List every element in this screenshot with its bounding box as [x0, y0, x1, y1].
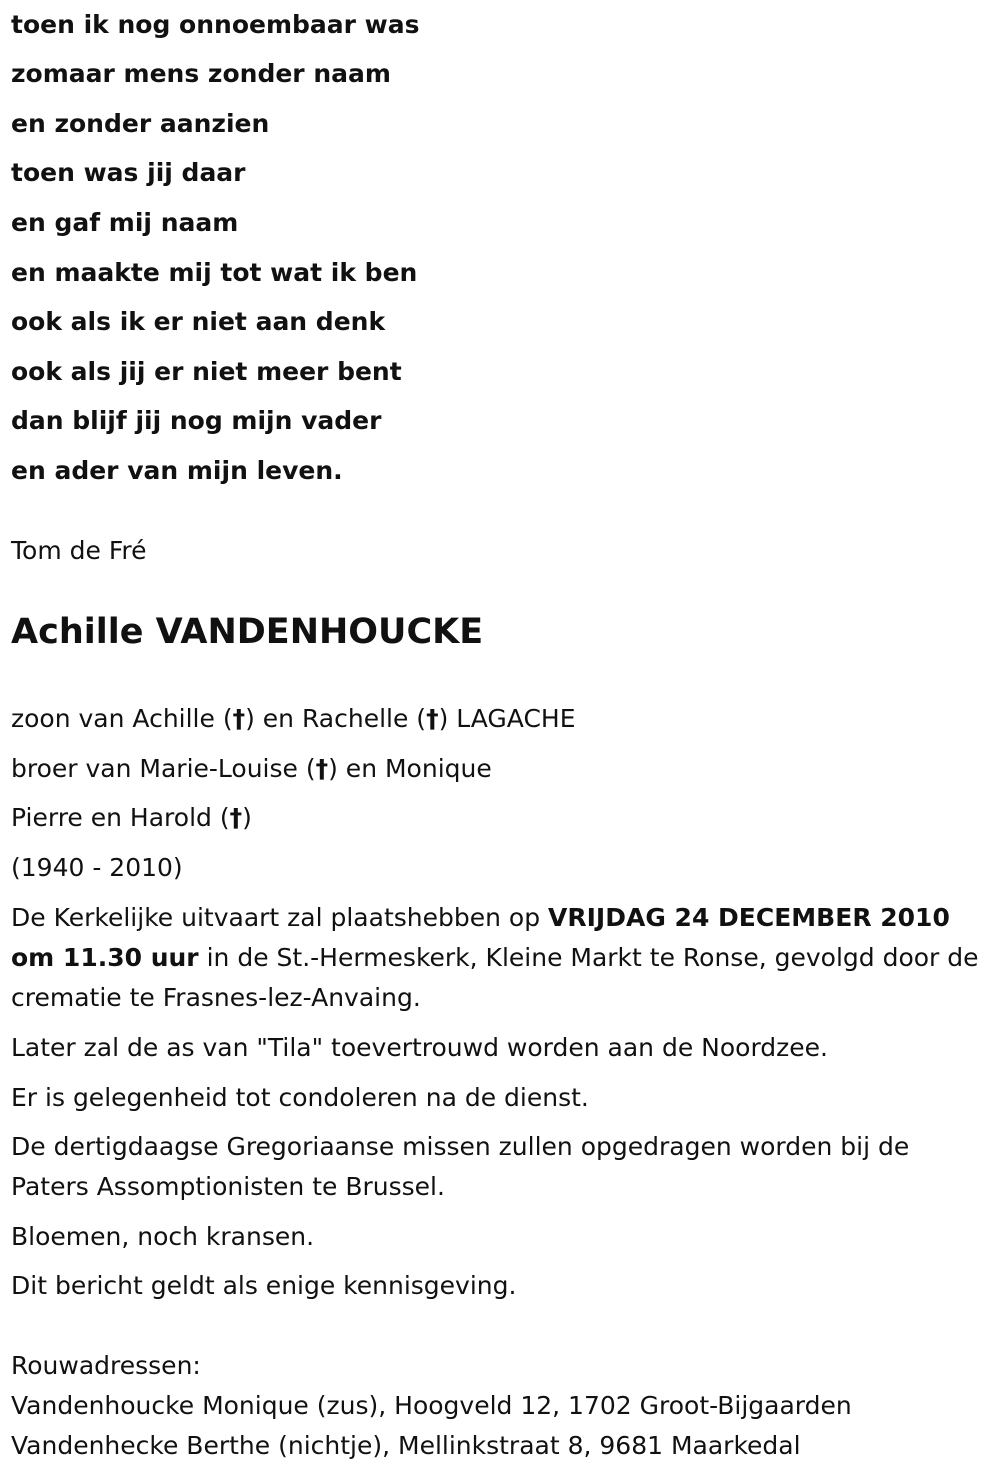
funeral-intro: De Kerkelijke uitvaart zal plaatshebben op: [11, 903, 549, 932]
poem-line: en ader van mijn leven.: [11, 456, 343, 485]
official-notice: Dit bericht geldt als enige kennisgeving.: [11, 1271, 517, 1300]
cross-icon: †: [229, 803, 243, 832]
poem-author: Tom de Fré: [11, 536, 147, 565]
brother-prefix: broer van Marie-Louise (: [11, 754, 316, 783]
poem-line: ook als jij er niet meer bent: [11, 357, 402, 386]
poem-line: toen ik nog onnoembaar was: [11, 10, 420, 39]
poem-line: en gaf mij naam: [11, 208, 239, 237]
cross-icon: †: [232, 704, 246, 733]
son-of-line: [11, 704, 576, 734]
masses-notice: De dertigdaagse Gregoriaanse missen zullen opgedragen worden bij de Paters Assomptionisten te Brussel.: [11, 1132, 910, 1201]
brother-suffix: ) en Monique: [328, 754, 492, 783]
address-item: Vandenhecke Berthe (nichtje), Mellinkstraat 8, 9681 Maarkedal: [11, 1431, 801, 1460]
life-years: (1940 - 2010): [11, 853, 183, 882]
poem-line: zomaar mens zonder naam: [11, 59, 391, 88]
deceased-name: Achille VANDENHOUCKE: [11, 612, 484, 652]
poem-line: toen was jij daar: [11, 158, 246, 187]
poem-line: en zonder aanzien: [11, 109, 270, 138]
siblings-suffix: ): [242, 803, 252, 832]
siblings-line: [11, 803, 252, 833]
addresses-heading: Rouwadressen:: [11, 1351, 201, 1380]
address-item: Vandenhoucke Monique (zus), Hoogveld 12, 1702 Groot-Bijgaarden: [11, 1391, 852, 1420]
poem-line: ook als ik er niet aan denk: [11, 307, 386, 336]
condolences-notice: Er is gelegenheid tot condoleren na de dienst.: [11, 1083, 589, 1112]
brother-of-line: [11, 754, 492, 784]
poem-line: dan blijf jij nog mijn vader: [11, 406, 382, 435]
cross-icon: †: [426, 704, 439, 733]
siblings-prefix: Pierre en Harold (: [11, 803, 230, 832]
son-of-prefix: zoon van Achille (: [11, 704, 233, 733]
son-of-suffix: ) LAGACHE: [438, 704, 576, 733]
funeral-paragraph: [11, 898, 986, 1018]
ashes-notice: Later zal de as van "Tila" toevertrouwd worden aan de Noordzee.: [11, 1033, 828, 1062]
funeral-date: VRIJDAG 24 DECEMBER 2010: [548, 903, 950, 932]
son-of-mid: ) en Rachelle (: [245, 704, 427, 733]
poem-line: en maakte mij tot wat ik ben: [11, 258, 418, 287]
flowers-notice: Bloemen, noch kransen.: [11, 1222, 315, 1251]
funeral-details: in de St.-Hermeskerk, Kleine Markt te Ronse, gevolgd door de crematie te Frasnes-lez-Anvaing.: [11, 943, 979, 1012]
cross-icon: †: [315, 754, 329, 783]
funeral-time: om 11.30 uur: [11, 943, 199, 972]
